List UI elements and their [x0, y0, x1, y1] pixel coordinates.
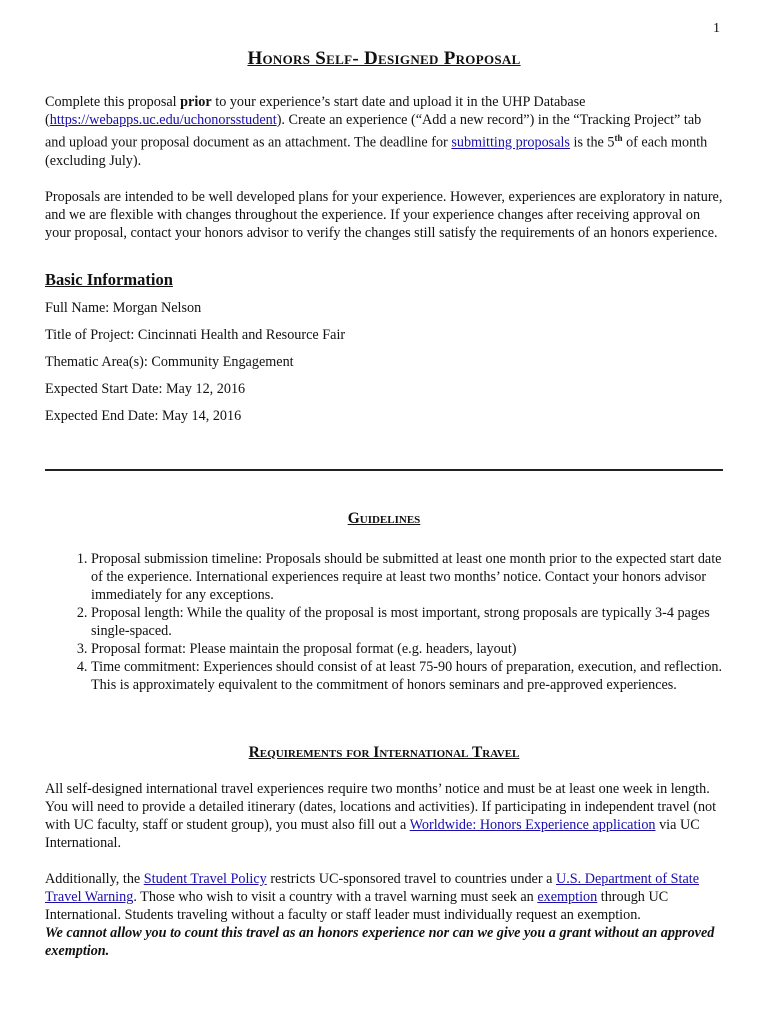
intro-bold-prior: prior: [180, 94, 212, 110]
page-number: 1: [713, 21, 720, 36]
travel-text: All self-designed international travel experiences require two months’ notice and must be at least one week in length. You will need to provide a detailed itinerary (dates, locations and activities). If participating in independent travel (not with UC faculty, staff or student group), you must also fill out a: [45, 781, 717, 833]
start-date-field: Expected Start Date: May 12, 2016: [45, 381, 246, 397]
basic-information-section: [45, 271, 723, 425]
intro-paragraph-1: [45, 93, 723, 170]
submitting-proposals-link[interactable]: submitting proposals: [451, 134, 570, 151]
guideline-item: 2. Proposal length: While the quality of the proposal is most important, strong proposals are typically 3-4 pages single-spaced.: [91, 604, 723, 640]
exemption-warning: We cannot allow you to count this travel as an honors experience nor can we give you a grant without an approved exemption.: [45, 925, 715, 959]
international-travel-section: [45, 780, 723, 960]
international-travel-heading: Requirements for International Travel: [248, 744, 520, 761]
guideline-item: 4. Time commitment: Experiences should consist of at least 75-90 hours of preparation, execution, and reflection. This is approximately equivalent to the commitment of honors seminars and pre-approved experiences.: [91, 658, 723, 694]
exemption-link[interactable]: exemption: [537, 889, 598, 905]
travel-paragraph-2: [45, 870, 723, 960]
intro-text: Complete this proposal: [45, 94, 181, 110]
intro-text: is the 5: [569, 134, 615, 151]
travel-text: via UC International.: [45, 817, 700, 851]
intro-paragraph-2: Proposals are intended to be well developed plans for your experience. However, experiences are exploratory in nature, and we are flexible with changes throughout the experience. If your experience changes after receiving approval on your proposal, contact your honors advisor to verify the changes still satisfy the requirements of an honors experience.: [45, 188, 723, 241]
travel-text: Additionally, the: [45, 871, 144, 887]
intro-text: to your experience’s start date and upload it in the UHP Database (: [45, 94, 586, 128]
guidelines-list: [45, 550, 723, 694]
intro-section: [45, 93, 723, 242]
ordinal-suffix: th: [614, 133, 623, 143]
travel-text: through UC International. Students traveling without a faculty or staff leader must individually request an exemption.: [45, 889, 669, 923]
intro-text: ). Create an experience (“Add a new record”) in the “Tracking Project” tab and upload your proposal document as an attachment. The deadline for: [45, 112, 702, 151]
full-name-field: Full Name: Morgan Nelson: [45, 300, 202, 316]
uhp-database-link[interactable]: https://webapps.uc.edu/uchonorsstudent: [49, 112, 277, 128]
student-travel-policy-link[interactable]: Student Travel Policy: [143, 871, 267, 887]
guideline-item: 3. Proposal format: Please maintain the proposal format (e.g. headers, layout): [91, 640, 723, 658]
basic-information-heading: Basic Information: [45, 270, 173, 289]
guidelines-heading: Guidelines: [347, 510, 421, 527]
horizontal-divider: [45, 469, 723, 471]
document-title: Honors Self- Designed Proposal: [247, 48, 521, 69]
worldwide-honors-application-link[interactable]: Worldwide: Honors Experience application: [409, 817, 656, 833]
intro-text: of each month (excluding July).: [45, 134, 708, 169]
guideline-item: 1. Proposal submission timeline: Proposals should be submitted at least one month prior to the expected start date of the experience. International experiences require at least two months’ notice. Contact your honors advisor immediately for any exceptions.: [91, 550, 723, 604]
state-travel-warning-link[interactable]: U.S. Department of State Travel Warning: [45, 871, 699, 905]
thematic-area-field: Thematic Area(s): Community Engagement: [45, 354, 294, 370]
travel-text: restricts UC-sponsored travel to countries under a: [266, 871, 556, 887]
guidelines-section: [45, 550, 723, 694]
travel-text: . Those who wish to visit a country with a travel warning must seek an: [133, 889, 538, 905]
project-title-field: Title of Project: Cincinnati Health and Resource Fair: [45, 327, 346, 343]
end-date-field: Expected End Date: May 14, 2016: [45, 408, 242, 424]
travel-paragraph-1: [45, 780, 723, 852]
